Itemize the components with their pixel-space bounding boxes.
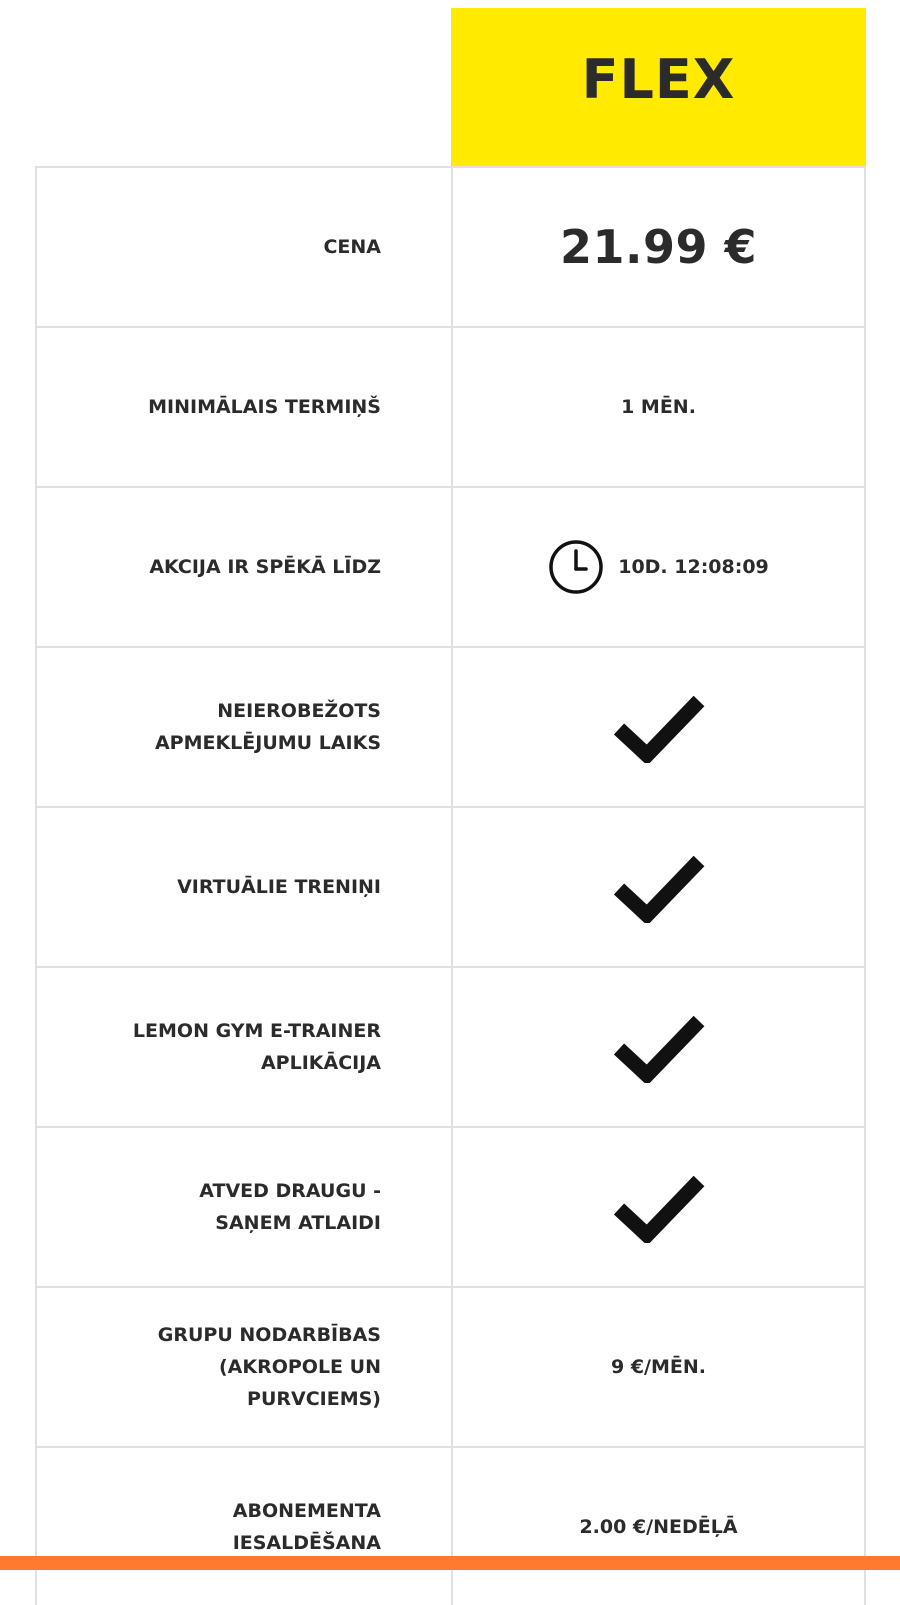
row-value	[453, 488, 864, 646]
table-row-price	[37, 166, 864, 326]
row-value: 2.00 €/NEDĒĻĀ	[579, 1516, 738, 1538]
row-label: NEIEROBEŽOTS APMEKLĒJUMU LAIKS	[37, 648, 453, 806]
row-label: CENA	[37, 168, 453, 326]
row-value	[453, 808, 864, 966]
table-row-membership-freeze	[37, 1446, 864, 1605]
row-value	[453, 168, 864, 326]
row-label: LEMON GYM E-TRAINER APLIKĀCIJA	[37, 968, 453, 1126]
row-label: VIRTUĀLIE TRENIŅI	[37, 808, 453, 966]
comparison-table	[35, 166, 866, 1605]
price-value: 21.99 €	[559, 220, 758, 274]
row-label: GRUPU NODARBĪBAS (AKROPOLE UN PURVCIEMS)	[37, 1288, 453, 1446]
row-label: MINIMĀLAIS TERMIŅŠ	[37, 328, 453, 486]
table-row-minimum-term	[37, 326, 864, 486]
row-value: 1 MĒN.	[621, 396, 696, 418]
table-row-virtual-trainings	[37, 806, 864, 966]
accent-bar	[0, 1556, 900, 1570]
row-value	[453, 1128, 864, 1286]
table-row-promo-timer	[37, 486, 864, 646]
checkmark-icon	[613, 1011, 705, 1083]
row-label: ABONEMENTA IESALDĒŠANA	[37, 1448, 453, 1605]
row-value	[453, 648, 864, 806]
clock-icon	[548, 539, 604, 595]
checkmark-icon	[613, 1171, 705, 1243]
table-row-bring-friend	[37, 1126, 864, 1286]
checkmark-icon	[613, 691, 705, 763]
row-value	[453, 968, 864, 1126]
row-value: 9 €/MĒN.	[611, 1356, 706, 1378]
table-row-etrainer-app	[37, 966, 864, 1126]
row-label: AKCIJA IR SPĒKĀ LĪDZ	[37, 488, 453, 646]
checkmark-icon	[613, 851, 705, 923]
row-label: ATVED DRAUGU - SAŅEM ATLAIDI	[37, 1128, 453, 1286]
table-row-group-classes	[37, 1286, 864, 1446]
countdown-timer	[548, 539, 769, 595]
plan-header	[451, 8, 866, 166]
plan-name: FLEX	[581, 47, 736, 111]
table-row-unlimited-visits	[37, 646, 864, 806]
countdown-value: 10D. 12:08:09	[618, 556, 769, 578]
